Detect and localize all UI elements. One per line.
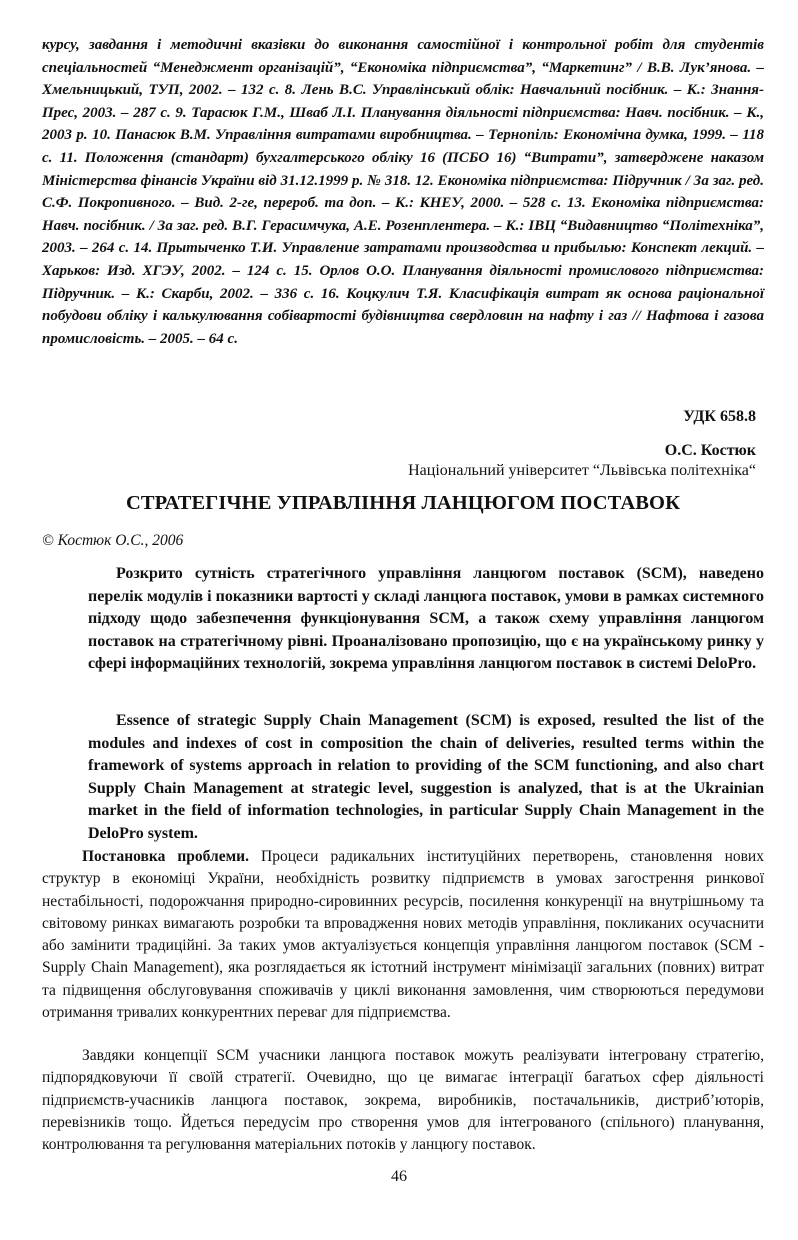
copyright-line: © Костюк О.С., 2006 [42, 532, 184, 549]
author-name: О.С. Костюк [664, 442, 756, 459]
author-affiliation: Національний університет “Львівська політехніка“ [408, 462, 756, 479]
paragraph-1-text: Процеси радикальних інституційних перетворень, становлення нових структур в економіці України, необхідність розвитку підприємств в умовах загострення ринкової нестабільності, подорожчання природно-сировинних ресурсів, посилення конкуренції на внутрішньому та світовому ринках вимагають розробки та впровадження нових методів управління, покликаних осучаснити або замінити традиційні. За таких умов актуалізується концепція управління ланцюгом поставок (SCM - Supply Chain Management), яка розглядається як істотний інструмент мінімізації загальних (повних) витрат та підвищення обслуговування споживачів у циклі виконання замовлення, чим створюються передумови отримання тривалих конкурентних переваг для підприємства. [42, 848, 764, 1022]
abstract-english: Essence of strategic Supply Chain Management (SCM) is exposed, resulted the list of the modules and indexes of cost in composition the chain of deliveries, resulted terms within the framework of systems approach in relation to providing of the SCM functioning, and also chart Supply Chain Management at strategic level, suggestion is analyzed, that is at the Ukrainian market in the field of information technologies, in particular Supply Chain Management in the DeloPro system. [88, 712, 764, 842]
page-number: 46 [391, 1168, 407, 1185]
body-paragraph-1 [42, 846, 764, 1024]
body-paragraph-2: Завдяки концепції SCM учасники ланцюга поставок можуть реалізувати інтегровану стратегію, підпорядковуючи її своїй стратегії. Очевидно, що це вимагає інтеграції багатьох сфер діяльності підприємств-учасників ланцюга поставок, зокрема, виробників, постачальників, дистриб’юторів, перевізників тощо. Йдеться передусім про створення умов для інтегрованого (спільного) планування, контролювання та регулювання матеріальних потоків у ланцюгу поставок. [42, 1047, 764, 1154]
udc-code: УДК 658.8 [683, 408, 756, 425]
section-heading-inline: Постановка проблеми. [82, 848, 249, 865]
article-title: СТРАТЕГІЧНЕ УПРАВЛІННЯ ЛАНЦЮГОМ ПОСТАВОК [125, 492, 681, 514]
abstract-ukrainian: Розкрито сутність стратегічного управління ланцюгом поставок (SCM), наведено перелік модулів і показники вартості у складі ланцюга поставок, умови в рамках системного підходу щодо забезпечення функціонування SCM, а також схему управління ланцюгом поставок на стратегічному рівні. Проаналізовано пропозицію, що є на українському ринку у сфері інформаційних технологій, зокрема управління ланцюгом поставок в системі DeloPro. [88, 565, 764, 672]
references-continuation: курсу, завдання і методичні вказівки до виконання самостійної і контрольної робіт для студентів спеціальностей “Менеджмент організацій”, “Економіка підприємства”, “Маркетинг” / В.В. Лук’янова. – Хмельницький, ТУП, 2002. – 132 с. 8. Лень В.С. Управлінський облік: Навчальний посібник. – К.: Знання-Прес, 2003. – 287 с. 9. Тарасюк Г.М., Шваб Л.І. Планування діяльності підприємства: Навч. посібник. – К., 2003 р. 10. Панасюк В.М. Управління витратами виробництва. – Тернопіль: Економічна думка, 1999. – 118 с. 11. Положення (стандарт) бухгалтерського обліку 16 (ПСБО 16) “Витрати”, затверджене наказом Міністерства фінансів України від 31.12.1999 р. № 318. 12. Економіка підприємства: Підручник / За заг. ред. С.Ф. Покропивного. – Вид. 2-ге, перероб. та доп. – К.: КНЕУ, 2000. – 528 с. 13. Економіка підприємства: Навч. посібник. / За заг. ред. В.Г. Герасимчука, А.Е. Розенплентера. – К.: ІВЦ “Видавництво “Політехніка”, 2003. – 264 с. 14. Прытыченко Т.И. Управление затратами производства и прибылью: Конспект лекций. – Харьков: Изд. ХГЭУ, 2002. – 124 с. 15. Орлов О.О. Планування діяльності промислового підприємства: Підручник. – К.: Скарби, 2002. – 336 с. 16. Коцкулич Т.Я. Класифікація витрат як основа раціональної побудови обліку і калькулювання собівартості будівництва свердловин на нафту і газ // Нафтова і газова промисловість. – 2005. – 64 с. [42, 37, 764, 347]
